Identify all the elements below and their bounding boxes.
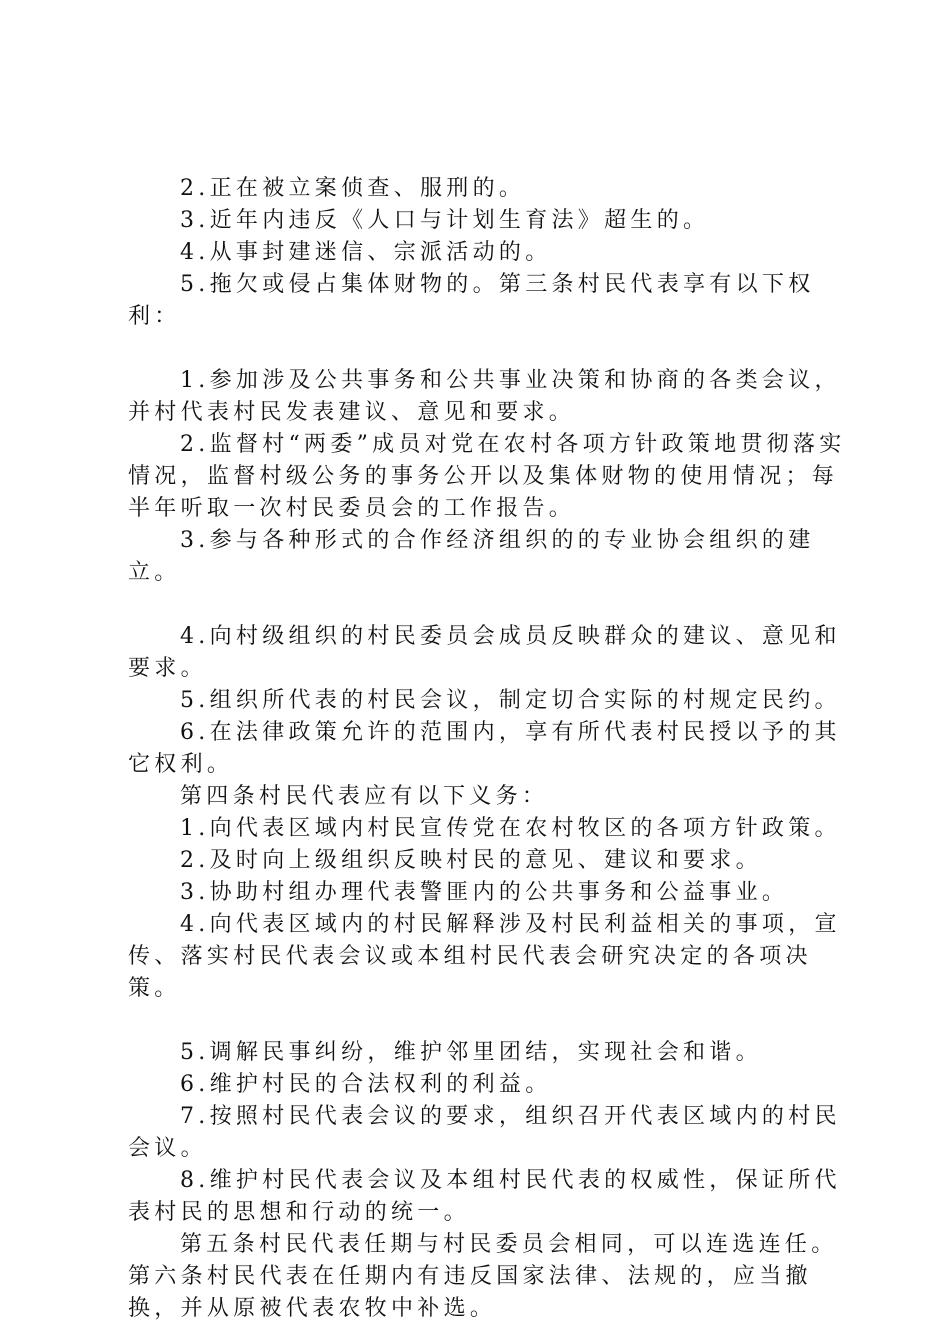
paragraph: 5.组织所代表的村民会议，制定切合实际的村规定民约。: [180, 688, 841, 713]
paragraph: 6.维护村民的合法权利的利益。: [180, 1072, 552, 1097]
paragraph-gap: [128, 1005, 848, 1037]
paragraph: 3.协助村组办理代表警匪内的公共事务和公益事业。: [180, 880, 789, 905]
paragraph: 3.近年内违反《人口与计划生育法》超生的。: [180, 208, 710, 233]
paragraph: 第六条村民代表在任期内有违反国家法律、法规的，应当撤换，并从原被代表农牧中补选。: [128, 1264, 812, 1321]
paragraph: 1.向代表区域内村民宣传党在农村牧区的各项方针政策。: [180, 816, 841, 841]
paragraph: 7.按照村民代表会议的要求，组织召开代表区域内的村民会议。: [128, 1104, 841, 1161]
paragraph: 4.向代表区域内的村民解释涉及村民利益相关的事项，宣传、落实村民代表会议或本组村民代表会研究决定的各项决策。: [128, 912, 841, 1001]
document-body: [128, 173, 848, 1325]
paragraph: 6.在法律政策允许的范围内，享有所代表村民授以予的其它权利。: [128, 720, 841, 777]
paragraph: 3.参与各种形式的合作经济组织的的专业协会组织的建立。: [128, 528, 815, 585]
paragraph: 5.调解民事纠纷，维护邻里团结，实现社会和谐。: [180, 1040, 762, 1065]
paragraph-gap: [128, 589, 848, 621]
paragraph: 1.参加涉及公共事务和公共事业决策和协商的各类会议，并村代表村民发表建议、意见和要求。: [128, 368, 841, 425]
paragraph: 第四条村民代表应有以下义务：: [180, 784, 549, 809]
paragraph: 2.正在被立案侦查、服刑的。: [180, 176, 526, 201]
paragraph: 8.维护村民代表会议及本组村民代表的权威性，保证所代表村民的思想和行动的统一。: [128, 1168, 841, 1225]
paragraph: 4.从事封建迷信、宗派活动的。: [180, 240, 552, 265]
paragraph-gap: [128, 333, 848, 365]
paragraph: 5.拖欠或侵占集体财物的。第三条村民代表享有以下权利：: [128, 272, 815, 329]
paragraph: 2.监督村“两委”成员对党在农村各项方针政策地贯彻落实情况，监督村级公务的事务公开以及集体财物的使用情况；每半年听取一次村民委员会的工作报告。: [128, 432, 846, 521]
paragraph: 2.及时向上级组织反映村民的意见、建议和要求。: [180, 848, 762, 873]
paragraph: 4.向村级组织的村民委员会成员反映群众的建议、意见和要求。: [128, 624, 841, 681]
paragraph: 第五条村民代表任期与村民委员会相同，可以连选连任。: [180, 1232, 838, 1257]
